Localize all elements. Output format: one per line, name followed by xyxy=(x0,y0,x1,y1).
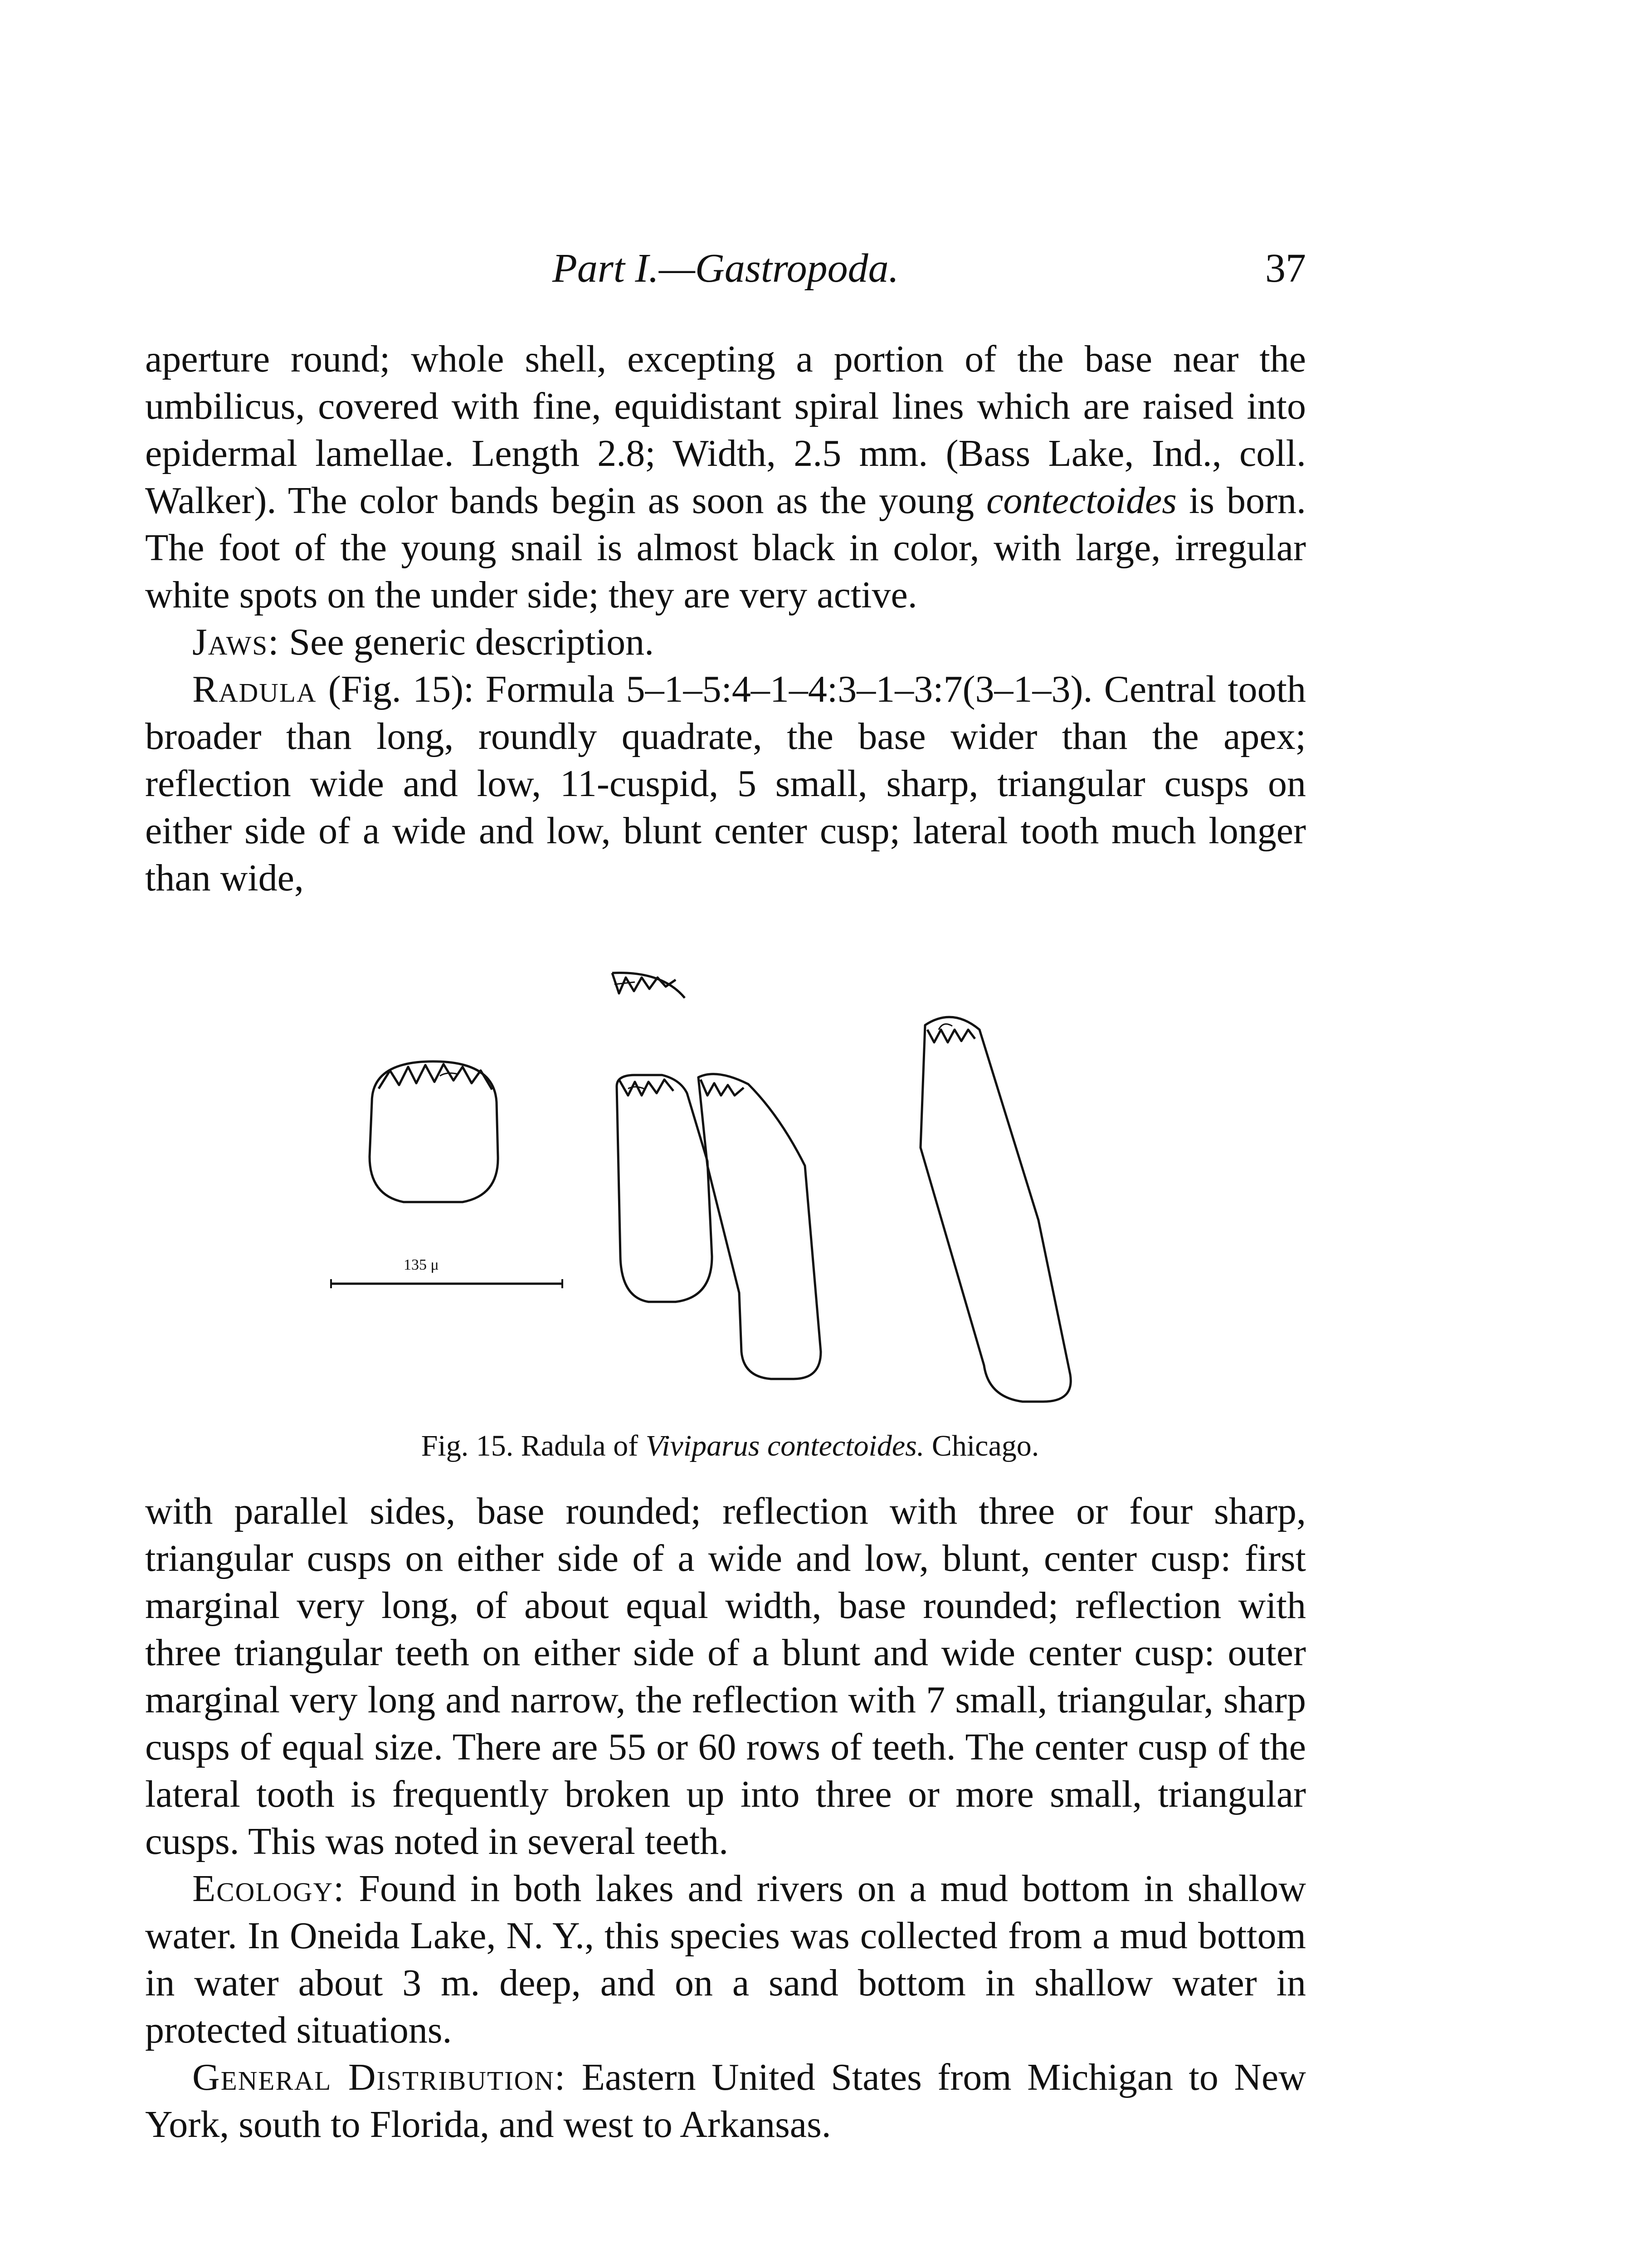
lateral-tooth-drawing xyxy=(617,1075,712,1302)
section-label-ecology: Ecology: xyxy=(192,1867,345,1910)
paragraph-ecology xyxy=(145,1865,1306,2054)
page-number: 37 xyxy=(1265,246,1306,291)
section-label-radula: Radula xyxy=(192,668,317,710)
radula-illustration xyxy=(317,966,1143,1424)
section-label-jaws: Jaws: xyxy=(192,621,280,663)
figure-radula xyxy=(317,966,1143,1470)
running-head: Part I.—Gastropoda. xyxy=(552,246,899,291)
paragraph-text: (Fig. 15): Formula 5–1–5:4–1–4:3–1–3:7(3–1–3). Central tooth broader than long, roundly quadrate, the base wider than the apex; reflection wide and low, 11-cuspid, 5 small, sharp, triangular cusps on either side of a wide and low, blunt center cusp; lateral tooth much longer than wide, xyxy=(145,668,1306,899)
scale-label: 135 μ xyxy=(404,1256,439,1273)
species-name: contectoides xyxy=(986,479,1177,522)
body-text-bottom xyxy=(145,1488,1306,2148)
paragraph-text: aperture round; whole shell, excepting a portion of the base near the umbilicus, covered with fine, equidistant spiral lines which are raised into epidermal lamellae. Length 2.8; Width, 2.5 mm. (Bass Lake, Ind., coll. Walker). The color bands begin as soon as the young xyxy=(145,338,1306,522)
caption-text: Fig. 15. Radula of xyxy=(421,1429,646,1462)
page-header xyxy=(145,236,1306,295)
paragraph-distribution xyxy=(145,2054,1306,2148)
paragraph-jaws xyxy=(145,619,1306,666)
figure-caption xyxy=(317,1429,1143,1463)
paragraph-text: Found in both lakes and rivers on a mud bottom in shallow water. In Oneida Lake, N. Y., this species was collected from a mud bottom in water about 3 m. deep, and on a sand bottom in shallow water in protected situations. xyxy=(145,1867,1306,2051)
scale-bar xyxy=(331,1279,562,1288)
first-marginal-tooth-drawing xyxy=(698,1074,821,1379)
paragraph-shell-description xyxy=(145,336,1306,619)
paragraph-text: is born. The foot of the young snail is almost black in color, with large, irregular white spots on the under side; they are very active. xyxy=(145,479,1306,616)
paragraph-radula-continued: with parallel sides, base rounded; reflection with three or four sharp, triangular cusps on either side of a wide and low, blunt, center cusp: first marginal very long, of about equal width, base rounded; reflection with three triangular teeth on either side of a blunt and wide center cusp: outer marginal very long and narrow, the reflection with 7 small, triangular, sharp cusps of equal size. There are 55 or 60 rows of teeth. The center cusp of the lateral tooth is frequently broken up into three or more small, triangular cusps. This was noted in several teeth. xyxy=(145,1490,1306,1862)
caption-text: Chicago. xyxy=(924,1429,1039,1462)
paragraph-radula xyxy=(145,666,1306,902)
caption-species-name: Viviparus contectoides. xyxy=(645,1429,925,1462)
outer-marginal-tooth-drawing xyxy=(921,1017,1071,1402)
section-label-distribution: General Distribution: xyxy=(192,2056,566,2098)
central-tooth-drawing xyxy=(370,1061,498,1202)
lateral-cusp-detail-drawing xyxy=(612,973,685,998)
paragraph-text: See generic description. xyxy=(279,621,654,663)
body-text-top xyxy=(145,336,1306,902)
paragraph-text: Eastern United States from Michigan to New York, south to Florida, and west to Arkansas. xyxy=(145,2056,1306,2146)
